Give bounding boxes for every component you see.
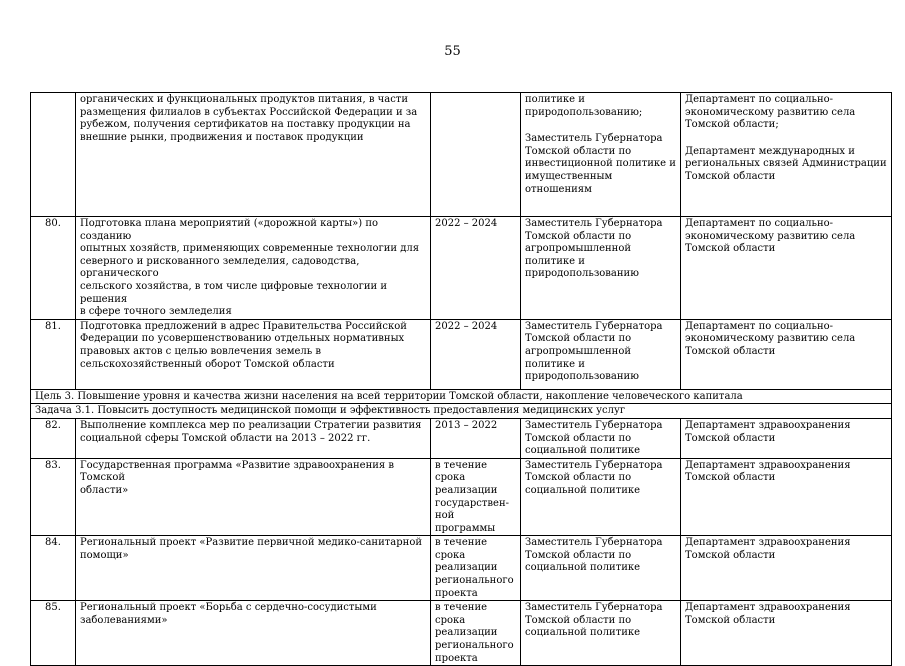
row-number-cell: 84. <box>31 536 76 601</box>
responsible-entry: Заместитель Губернатора Томской области по социальной политике <box>525 537 663 574</box>
responsible-person-cell <box>521 601 681 666</box>
section-header-cell: Цель 3. Повышение уровня и качества жизни населения на всей территории Томской области, накопление человеческого капитала <box>31 389 892 404</box>
executor-cell <box>681 458 892 536</box>
measure-text-cell: Региональный проект «Борьба с сердечно-сосудистыми заболеваниями» <box>76 601 431 666</box>
executor-cell <box>681 319 892 389</box>
executor-cell <box>681 418 892 458</box>
row-number-cell: 85. <box>31 601 76 666</box>
table-row <box>31 217 892 320</box>
table-row <box>31 319 892 389</box>
page-number: 55 <box>444 44 461 59</box>
responsible-entry: Заместитель Губернатора Томской области по социальной политике <box>525 419 663 457</box>
executor-entry: Департамент международных и региональных связей Администрации Томской области <box>685 145 887 182</box>
section-header-row <box>31 404 892 419</box>
row-number-cell: 82. <box>31 418 76 458</box>
executor-cell <box>681 601 892 666</box>
executor-entry: Департамент здравоохранения Томской области <box>685 459 851 484</box>
responsible-person-cell <box>521 536 681 601</box>
paragraph-gap <box>525 119 676 133</box>
executor-entry: Департамент здравоохранения Томской области <box>685 602 851 626</box>
responsible-person-cell <box>521 217 681 320</box>
row-number-cell <box>31 93 76 217</box>
executor-entry: Департамент здравоохранения Томской области <box>685 537 851 561</box>
responsible-person-cell <box>521 319 681 389</box>
executor-cell <box>681 217 892 320</box>
table-row <box>31 458 892 536</box>
measure-text-cell: органических и функциональных продуктов питания, в части размещения филиалов в субъектах Российской Федерации и за рубежом, получения сертификатов на поставку продукции на внешние рынки, продвижения и поставок продукции <box>76 93 431 217</box>
measures-table <box>30 92 892 666</box>
section-header-cell: Задача 3.1. Повысить доступность медицинской помощи и эффективность предоставления медицинских услуг <box>31 404 892 419</box>
measure-text-cell: Подготовка предложений в адрес Правительства Российской Федерации по усовершенствованию отдельных нормативных правовых актов с целью вовлечения земель в сельскохозяйственный оборот Томской области <box>76 319 431 389</box>
responsible-person-cell <box>521 418 681 458</box>
responsible-entry: Заместитель Губернатора Томской области по социальной политике <box>525 459 663 496</box>
table-row <box>31 93 892 217</box>
paragraph-gap <box>685 132 887 146</box>
responsible-person-cell <box>521 93 681 217</box>
executor-cell <box>681 93 892 217</box>
table-row <box>31 601 892 666</box>
measure-text-cell: Выполнение комплекса мер по реализации Стратегии развития социальной сферы Томской области на 2013 – 2022 гг. <box>76 418 431 458</box>
period-cell: 2022 – 2024 <box>431 217 521 320</box>
period-cell: в течение срока реализации регионального проекта <box>431 601 521 666</box>
responsible-person-cell <box>521 458 681 536</box>
executor-entry: Департамент по социально- экономическому развитию села Томской области <box>685 320 856 357</box>
measure-text-cell: Региональный проект «Развитие первичной медико-санитарной помощи» <box>76 536 431 601</box>
period-cell: в течение срока реализации регионального проекта <box>431 536 521 601</box>
executor-cell <box>681 536 892 601</box>
executor-entry: Департамент по социально- экономическому развитию села Томской области; <box>685 94 856 131</box>
period-cell <box>431 93 521 217</box>
section-header-row <box>31 389 892 404</box>
responsible-entry: Заместитель Губернатора Томской области по агропромышленной политике и природопользованию <box>525 320 663 383</box>
responsible-entry: Заместитель Губернатора Томской области по агропромышленной политике и природопользованию <box>525 218 663 280</box>
responsible-entry: политике и природопользованию; <box>525 94 643 118</box>
executor-entry: Департамент здравоохранения Томской области <box>685 419 851 444</box>
row-number-cell: 81. <box>31 319 76 389</box>
row-number-cell: 80. <box>31 217 76 320</box>
measure-text-cell: Подготовка плана мероприятий («дорожной карты») по созданию опытных хозяйств, применяющих современные технологии для северного и рискованного земледелия, садоводства, органического сельского хозяйства, в том числе цифровые технологии и решения в сфере точного земледелия <box>76 217 431 320</box>
executor-entry: Департамент по социально- экономическому развитию села Томской области <box>685 218 856 255</box>
responsible-entry: Заместитель Губернатора Томской области по социальной политике <box>525 602 663 639</box>
period-cell: 2022 – 2024 <box>431 319 521 389</box>
period-cell: в течение срока реализации государствен- ной программы <box>431 458 521 536</box>
table-row <box>31 418 892 458</box>
measure-text-cell: Государственная программа «Развитие здравоохранения в Томской области» <box>76 458 431 536</box>
period-cell: 2013 – 2022 <box>431 418 521 458</box>
row-number-cell: 83. <box>31 458 76 536</box>
table-row <box>31 536 892 601</box>
responsible-entry: Заместитель Губернатора Томской области по инвестиционной политике и имущественным отношениям <box>525 133 676 195</box>
